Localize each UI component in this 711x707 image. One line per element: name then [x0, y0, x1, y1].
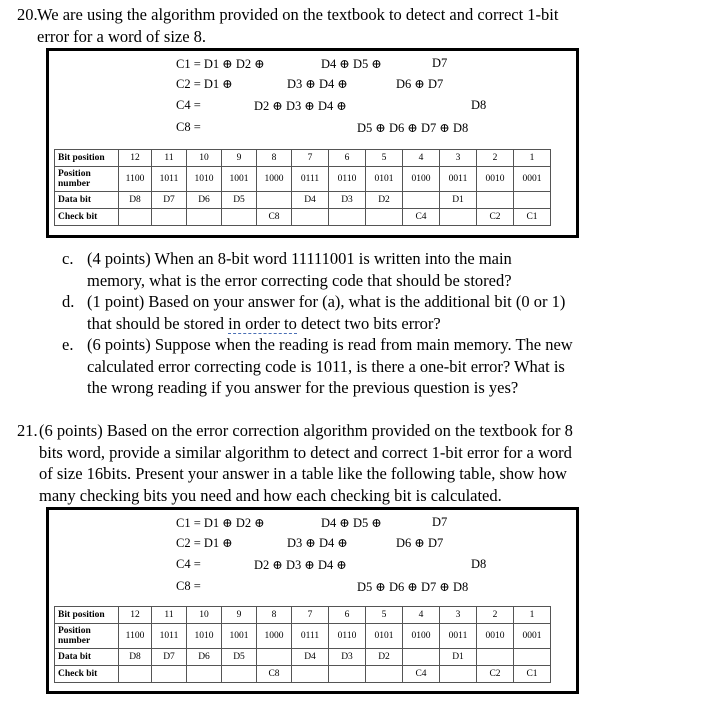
table-cell: 10 — [187, 607, 222, 624]
formula-c4-right: D8 — [471, 98, 487, 112]
formula-c4-lhs: C4 = — [176, 557, 201, 571]
table-cell: 1 — [514, 150, 551, 167]
table-cell — [292, 209, 329, 226]
table-cell: C8 — [257, 666, 292, 683]
table-cell: 2 — [477, 607, 514, 624]
formula-c2-mid: D3 ⊕ D4 ⊕ — [287, 77, 348, 91]
table-cell: 3 — [440, 150, 477, 167]
check-bit-formulas — [49, 51, 576, 143]
check-bit-formulas — [49, 510, 576, 602]
table-cell — [403, 649, 440, 666]
formula-c8-lhs: C8 = — [176, 579, 201, 593]
subpart-d-line1: (1 point) Based on your answer for (a), what is the additional bit (0 or 1) — [87, 292, 566, 311]
table-row — [55, 192, 551, 209]
table-cell: 0011 — [440, 167, 477, 192]
table-cell: 0100 — [403, 624, 440, 649]
text-span: detect two bits error? — [296, 313, 441, 333]
table-cell: D2 — [366, 649, 403, 666]
formula-c2-right: D6 ⊕ D7 — [396, 536, 444, 550]
table-cell — [222, 666, 257, 683]
table-row — [55, 649, 551, 666]
text-span: that should be stored — [87, 313, 229, 333]
row-header-data-bit: Data bit — [55, 649, 119, 666]
table-cell: D8 — [119, 192, 152, 209]
formula-c1-right: D7 — [432, 56, 448, 70]
table-cell — [222, 209, 257, 226]
subpart-e-line3: the wrong reading if you answer for the previous question is yes? — [87, 378, 519, 397]
formula-c4-mid: D2 ⊕ D3 ⊕ D4 ⊕ — [254, 99, 347, 113]
table-cell: 5 — [366, 150, 403, 167]
table-cell: 1000 — [257, 167, 292, 192]
table-cell: 1010 — [187, 167, 222, 192]
table-cell: 7 — [292, 607, 329, 624]
table-cell — [119, 666, 152, 683]
formula-c2-right: D6 ⊕ D7 — [396, 77, 444, 91]
table-cell: D5 — [222, 649, 257, 666]
question-21-line3: of size 16bits. Present your answer in a table like the following table, show how — [39, 464, 567, 483]
table-cell: 0101 — [366, 624, 403, 649]
hamming-panel-q21 — [46, 507, 579, 694]
formula-c1-mid: D4 ⊕ D5 ⊕ — [321, 57, 382, 71]
table-cell — [403, 192, 440, 209]
question-21-line2: bits word, provide a similar algorithm to detect and correct 1-bit error for a word — [39, 442, 572, 462]
question-20-text-line2: error for a word of size 8. — [37, 26, 207, 46]
table-cell: 8 — [257, 607, 292, 624]
table-row — [55, 167, 551, 192]
table-cell: 11 — [152, 607, 187, 624]
table-cell: 8 — [257, 150, 292, 167]
table-cell: 1000 — [257, 624, 292, 649]
table-cell: 0001 — [514, 167, 551, 192]
table-cell — [187, 209, 222, 226]
formula-c8-mid: D5 ⊕ D6 ⊕ D7 ⊕ D8 — [357, 580, 469, 594]
table-cell: C1 — [514, 666, 551, 683]
table-cell: C2 — [477, 666, 514, 683]
table-cell — [477, 192, 514, 209]
table-row — [55, 150, 551, 167]
row-header-check-bit: Check bit — [55, 666, 119, 683]
subpart-label: e. — [62, 335, 74, 354]
subpart-label: d. — [62, 292, 75, 311]
table-cell — [514, 649, 551, 666]
table-cell: 2 — [477, 150, 514, 167]
table-cell: 0010 — [477, 624, 514, 649]
table-cell: 12 — [119, 150, 152, 167]
formula-c2-lhs: C2 = D1 ⊕ — [176, 536, 233, 550]
table-cell: 0111 — [292, 167, 329, 192]
table-cell: 3 — [440, 607, 477, 624]
table-cell — [257, 649, 292, 666]
table-cell: 0110 — [329, 624, 366, 649]
formula-c2-mid: D3 ⊕ D4 ⊕ — [287, 536, 348, 550]
table-cell — [366, 209, 403, 226]
table-cell: D7 — [152, 192, 187, 209]
row-header-check-bit: Check bit — [55, 209, 119, 226]
table-cell: C8 — [257, 209, 292, 226]
subpart-e-line2: calculated error correcting code is 1011, is there a one-bit error? What is — [87, 356, 565, 376]
formula-c1-lhs: C1 = D1 ⊕ D2 ⊕ — [176, 57, 265, 71]
table-cell: 5 — [366, 607, 403, 624]
table-cell — [329, 209, 366, 226]
table-cell: 0001 — [514, 624, 551, 649]
table-cell: 1001 — [222, 167, 257, 192]
table-cell: 0011 — [440, 624, 477, 649]
table-cell: 0111 — [292, 624, 329, 649]
grammar-underline: in order to — [228, 313, 297, 333]
table-cell: 1010 — [187, 624, 222, 649]
row-header-position-number: Position number — [55, 167, 119, 192]
table-cell: D4 — [292, 192, 329, 209]
table-cell: 7 — [292, 150, 329, 167]
table-row — [55, 666, 551, 683]
table-cell: 0110 — [329, 167, 366, 192]
question-21-line4: many checking bits you need and how each checking bit is calculated. — [39, 485, 502, 505]
hamming-panel-q20 — [46, 48, 579, 238]
table-cell: D3 — [329, 192, 366, 209]
question-21-number: 21. — [17, 421, 38, 440]
table-cell: 1 — [514, 607, 551, 624]
question-20-number: 20. — [17, 5, 38, 24]
table-cell: 1011 — [152, 624, 187, 649]
row-header-position-number: Position number — [55, 624, 119, 649]
subpart-e-line1: (6 points) Suppose when the reading is read from main memory. The new — [87, 335, 573, 354]
table-cell: 12 — [119, 607, 152, 624]
subpart-c — [62, 248, 702, 291]
table-cell: 6 — [329, 607, 366, 624]
table-cell: 0100 — [403, 167, 440, 192]
table-cell — [514, 192, 551, 209]
row-header-bit-position: Bit position — [55, 607, 119, 624]
table-cell: 0101 — [366, 167, 403, 192]
formula-c2-lhs: C2 = D1 ⊕ — [176, 77, 233, 91]
formula-c1-right: D7 — [432, 515, 448, 529]
table-cell: 11 — [152, 150, 187, 167]
row-header-data-bit: Data bit — [55, 192, 119, 209]
table-cell: D5 — [222, 192, 257, 209]
hamming-table-q20 — [54, 149, 551, 226]
table-cell: D1 — [440, 649, 477, 666]
table-cell: C4 — [403, 666, 440, 683]
formula-c4-mid: D2 ⊕ D3 ⊕ D4 ⊕ — [254, 558, 347, 572]
table-cell: D2 — [366, 192, 403, 209]
table-cell — [440, 209, 477, 226]
table-row — [55, 209, 551, 226]
subpart-e — [62, 334, 702, 399]
subpart-c-line2: memory, what is the error correcting code that should be stored? — [87, 270, 512, 290]
question-20-text-line1: We are using the algorithm provided on the textbook to detect and correct 1-bit — [37, 5, 559, 24]
table-cell: 9 — [222, 607, 257, 624]
formula-c8-lhs: C8 = — [176, 120, 201, 134]
formula-c1-lhs: C1 = D1 ⊕ D2 ⊕ — [176, 516, 265, 530]
question-21-line1: (6 points) Based on the error correction algorithm provided on the textbook for 8 — [39, 421, 573, 440]
table-cell: 1011 — [152, 167, 187, 192]
table-cell — [292, 666, 329, 683]
table-cell: 10 — [187, 150, 222, 167]
table-cell: 4 — [403, 607, 440, 624]
table-cell: 1100 — [119, 624, 152, 649]
table-cell: 9 — [222, 150, 257, 167]
table-cell: C2 — [477, 209, 514, 226]
table-cell — [257, 192, 292, 209]
formula-c1-mid: D4 ⊕ D5 ⊕ — [321, 516, 382, 530]
table-cell — [119, 209, 152, 226]
table-cell — [152, 666, 187, 683]
table-cell — [366, 666, 403, 683]
subpart-d-line2 — [87, 313, 702, 335]
table-cell: C1 — [514, 209, 551, 226]
table-cell — [329, 666, 366, 683]
table-row — [55, 624, 551, 649]
subpart-d — [62, 291, 702, 334]
subpart-c-line1: (4 points) When an 8-bit word 11111001 is written into the main — [87, 249, 512, 268]
table-row — [55, 607, 551, 624]
table-cell — [152, 209, 187, 226]
table-cell: C4 — [403, 209, 440, 226]
table-cell: D3 — [329, 649, 366, 666]
table-cell: 0010 — [477, 167, 514, 192]
table-cell: 6 — [329, 150, 366, 167]
table-cell: 1100 — [119, 167, 152, 192]
table-cell: D7 — [152, 649, 187, 666]
formula-c4-right: D8 — [471, 557, 487, 571]
table-cell: D8 — [119, 649, 152, 666]
table-cell — [477, 649, 514, 666]
table-cell — [440, 666, 477, 683]
formula-c4-lhs: C4 = — [176, 98, 201, 112]
question-20-subparts — [62, 248, 702, 399]
subpart-label: c. — [62, 249, 74, 268]
table-cell: D6 — [187, 192, 222, 209]
table-cell: 1001 — [222, 624, 257, 649]
table-cell: D6 — [187, 649, 222, 666]
table-cell: D4 — [292, 649, 329, 666]
row-header-bit-position: Bit position — [55, 150, 119, 167]
table-cell: 4 — [403, 150, 440, 167]
hamming-table-q21 — [54, 606, 551, 683]
table-cell — [187, 666, 222, 683]
table-cell: D1 — [440, 192, 477, 209]
formula-c8-mid: D5 ⊕ D6 ⊕ D7 ⊕ D8 — [357, 121, 469, 135]
